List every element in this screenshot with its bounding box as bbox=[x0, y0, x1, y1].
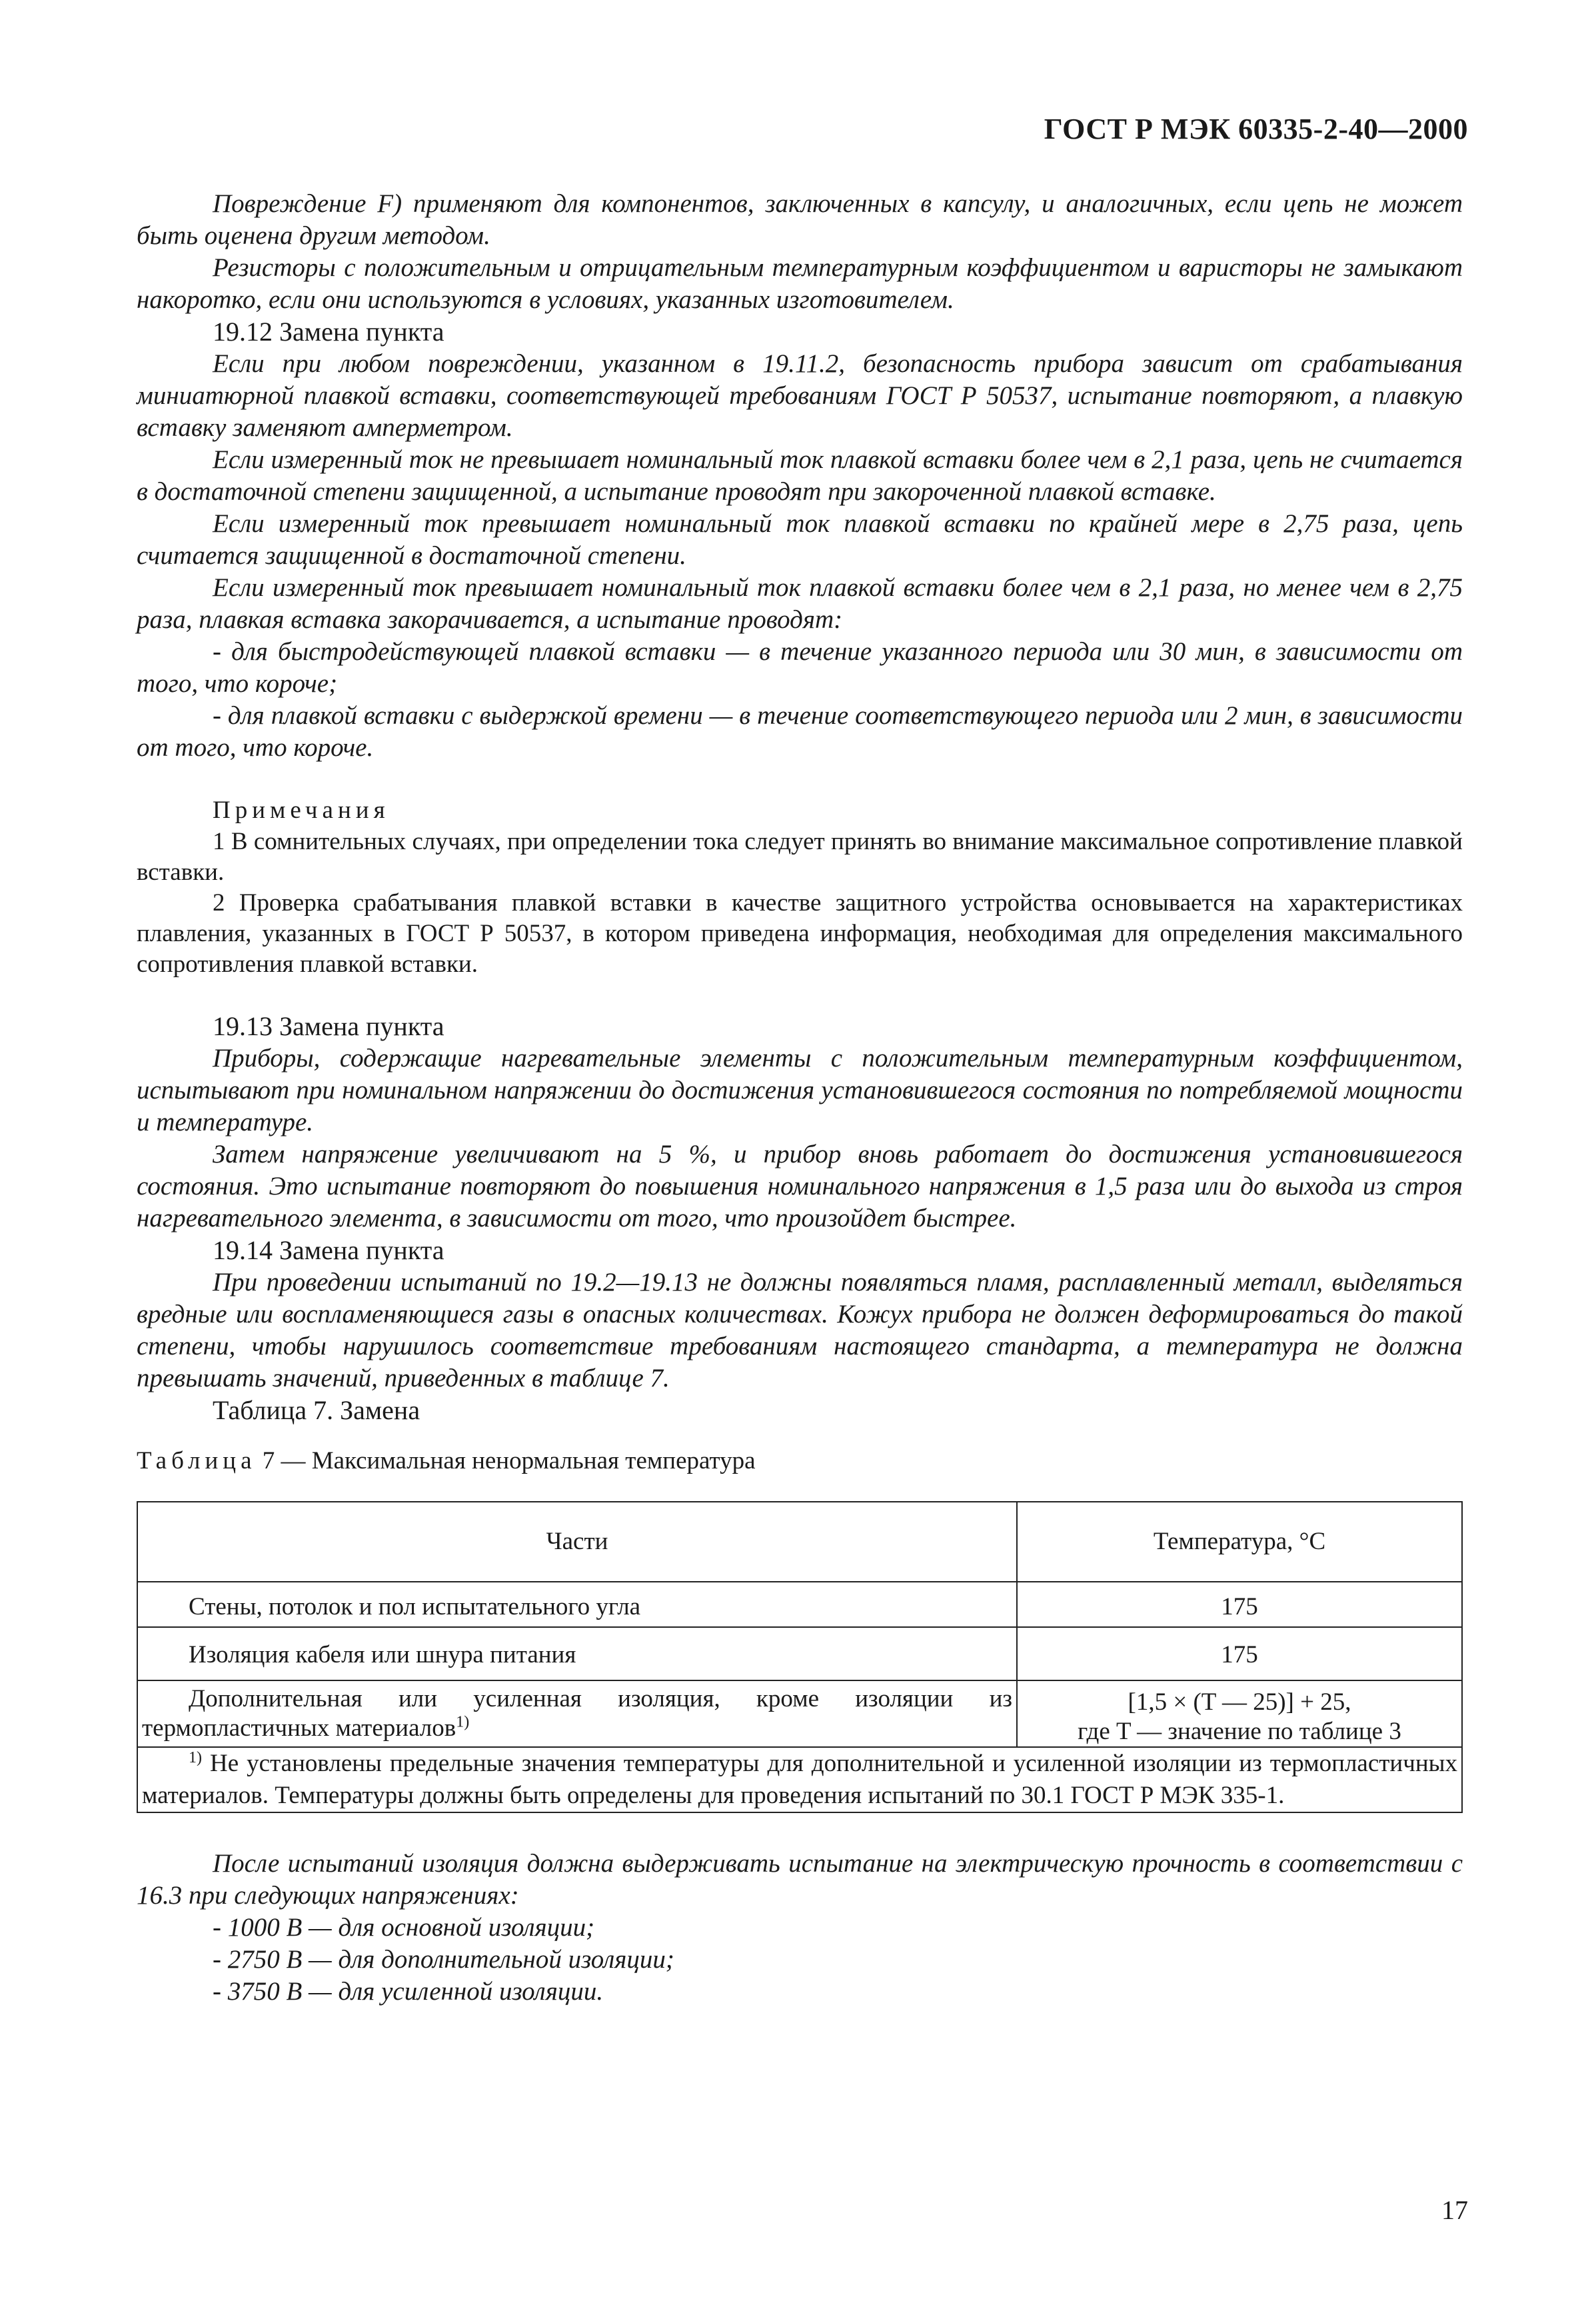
section-heading: 19.13 Замена пункта bbox=[213, 1011, 444, 1041]
table-header-temperature: Температура, °С bbox=[1017, 1502, 1462, 1582]
table-row bbox=[137, 1680, 1462, 1747]
standard-header: ГОСТ Р МЭК 60335-2-40—2000 bbox=[1044, 113, 1468, 145]
paragraph: Если измеренный ток превышает номинальный ток плавкой вставки более чем в 2,1 раза, но менее чем в 2,75 раза, плавкая вставка закорачивается, а испытание проводят: bbox=[137, 573, 1463, 634]
table-header-parts: Части bbox=[137, 1502, 1017, 1582]
table-cell-part: Стены, потолок и пол испытательного угла bbox=[137, 1582, 1017, 1627]
section-heading: Таблица 7. Замена bbox=[213, 1395, 420, 1425]
paragraph: Если измеренный ток не превышает номинальный ток плавкой вставки более чем в 2,1 раза, цепь не считается в достаточной степени защищенной, а испытание проводят при закороченной плавкой вставке. bbox=[137, 445, 1463, 506]
paragraph: Резисторы с положительным и отрицательным температурным коэффициентом и варисторы не замыкают накоротко, если они используются в условиях, указанных изготовителем. bbox=[137, 253, 1463, 314]
table-cell-temp: 175 bbox=[1017, 1627, 1462, 1680]
paragraph: Затем напряжение увеличивают на 5 %, и прибор вновь работает до достижения установившегося состояния. Это испытание повторяют до повышения номинального напряжения в 1,5 раза или до выхода из строя нагревательного элемента, в зависимости от того, что произойдет быстрее. bbox=[137, 1140, 1463, 1232]
note: 1 В сомнительных случаях, при определении тока следует принять во внимание максимальное сопротивление плавкой вставки. bbox=[137, 828, 1463, 886]
document-body bbox=[137, 188, 1463, 2008]
page-number: 17 bbox=[1441, 2195, 1468, 2225]
table-cell-temp: [1,5 × (T — 25)] + 25, где T — значение по таблице 3 bbox=[1017, 1680, 1462, 1747]
table-cell-temp: 175 bbox=[1017, 1582, 1462, 1627]
section-heading: 19.14 Замена пункта bbox=[213, 1235, 444, 1265]
section-heading: 19.12 Замена пункта bbox=[213, 317, 444, 347]
list-item: - 1000 В — для основной изоляции; bbox=[213, 1913, 595, 1942]
paragraph: После испытаний изоляция должна выдерживать испытание на электрическую прочность в соответствии с 16.3 при следующих напряжениях: bbox=[137, 1849, 1463, 1910]
notes-title: Примечания bbox=[213, 797, 390, 824]
table-caption: Таблица 7 — Максимальная ненормальная температура bbox=[137, 1447, 756, 1474]
table-footnote: $^{1)}$ Не установлены предельные значения температуры для дополнительной и усиленной изоляции из термопластичных материалов. Температуры должны быть определены для проведения испытаний по 30.1 ГОСТ Р МЭК 335-1. bbox=[137, 1747, 1462, 1812]
list-item: - 3750 В — для усиленной изоляции. bbox=[213, 1977, 604, 2006]
table-row bbox=[137, 1627, 1462, 1680]
paragraph: Приборы, содержащие нагревательные элементы с положительным температурным коэффициентом, испытывают при номинальном напряжении до достижения установившегося состояния по потребляемой мощности и температуре. bbox=[137, 1044, 1463, 1137]
paragraph: Если при любом повреждении, указанном в 19.11.2, безопасность прибора зависит от срабатывания миниатюрной плавкой вставки, соответствующей требованиям ГОСТ Р 50537, испытание повторяют, а плавкую вставку заменяют амперметром. bbox=[137, 349, 1463, 442]
dash-item: - для быстродействующей плавкой вставки — в течение указанного периода или 30 мин, в зависимости от того, что короче; bbox=[137, 637, 1463, 698]
temperature-table bbox=[137, 1501, 1463, 1813]
list-item: - 2750 В — для дополнительной изоляции; bbox=[213, 1945, 674, 1974]
note: 2 Проверка срабатывания плавкой вставки в качестве защитного устройства основывается на характеристиках плавления, указанных в ГОСТ Р 50537, в котором приведена информация, необходимая для определения максимального сопротивления плавкой вставки. bbox=[137, 889, 1463, 978]
table-cell-part: Изоляция кабеля или шнура питания bbox=[137, 1627, 1017, 1680]
paragraph: Если измеренный ток превышает номинальный ток плавкой вставки по крайней мере в 2,75 раза, цепь считается защищенной в достаточной степени. bbox=[137, 509, 1463, 570]
table-row bbox=[137, 1582, 1462, 1627]
paragraph: При проведении испытаний по 19.2—19.13 не должны появляться пламя, расплавленный металл, выделяться вредные или воспламеняющиеся газы в опасных количествах. Кожух прибора не должен деформироваться до такой степени, чтобы нарушилось соответствие требованиям настоящего стандарта, а температура не должна превышать значений, приведенных в таблице 7. bbox=[137, 1268, 1463, 1392]
paragraph: Повреждение F) применяют для компонентов, заключенных в капсулу, и аналогичных, если цепь не может быть оценена другим методом. bbox=[137, 189, 1463, 250]
table-cell-part: Дополнительная или усиленная изоляция, кроме изоляции из термопластичных материалов$^{1)}$ bbox=[137, 1680, 1017, 1747]
table-footnote-row bbox=[137, 1747, 1462, 1812]
dash-item: - для плавкой вставки с выдержкой времени — в течение соответствующего периода или 2 мин, в зависимости от того, что короче. bbox=[137, 701, 1463, 762]
